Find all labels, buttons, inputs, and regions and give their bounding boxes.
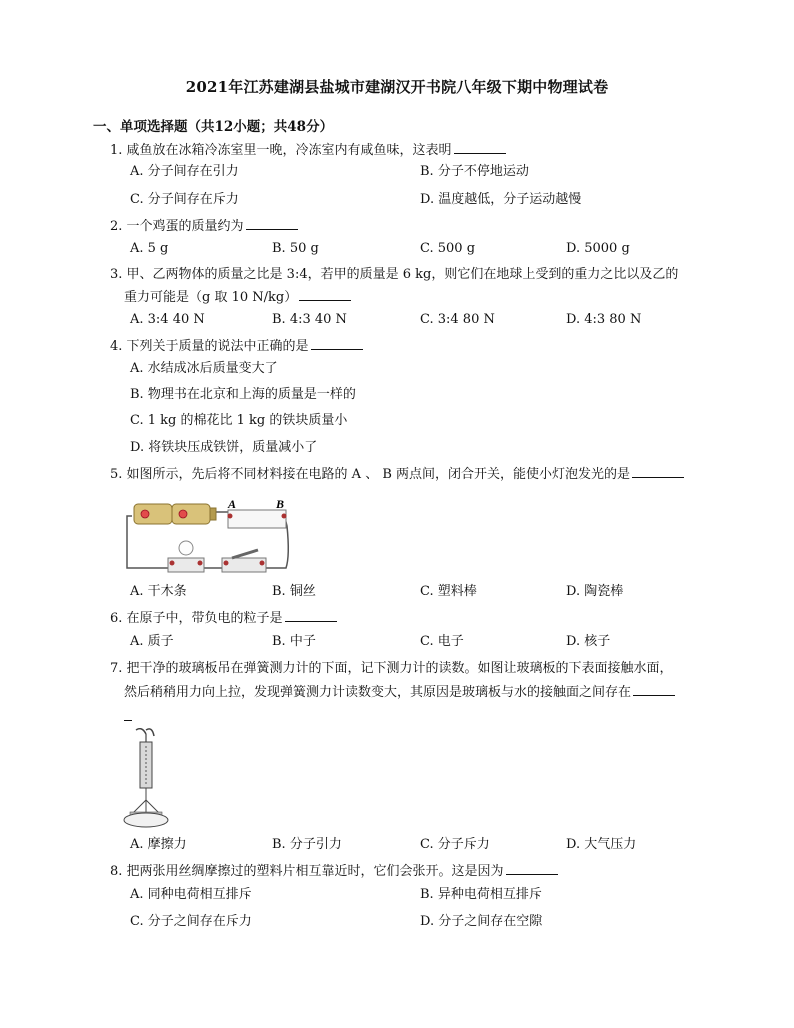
question-text: 5. 如图所示，先后将不同材料接在电路的 A 、 B 两点间，闭合开关，能使小灯泡发光的是: [110, 467, 631, 482]
point-a-terminal: [228, 514, 233, 519]
option-d: D. 4:3 80 N: [566, 312, 642, 327]
option-b: B. 物理书在北京和上海的质量是一样的: [130, 387, 356, 402]
option-a: A. 分子间存在引力: [130, 164, 239, 179]
question-text: 然后稍稍用力向上拉，发现弹簧测力计读数变大，其原因是玻璃板与水的接触面之间存在: [124, 685, 632, 700]
option-a: A. 5 g: [130, 241, 169, 256]
answer-blank: [454, 141, 506, 154]
option-b: B. 分子不停地运动: [420, 164, 529, 179]
answer-blank: [299, 288, 351, 301]
question-3-line1: 3. 甲、乙两物体的质量之比是 3:4，若甲的质量是 6 kg，则它们在地球上受到的重力之比以及乙的: [110, 267, 679, 282]
question-text: 6. 在原子中，带负电的粒子是: [110, 611, 283, 626]
answer-blank: [633, 683, 675, 696]
question-7-line1: 7. 把干净的玻璃板吊在弹簧测力计的下面，记下测力计的读数。如图让玻璃板的下表面接触水面，: [110, 661, 673, 676]
question-text: 重力可能是（g 取 10 N/kg）: [124, 290, 298, 305]
question-text: 2. 一个鸡蛋的质量约为: [110, 219, 244, 234]
option-b: B. 中子: [272, 634, 316, 649]
option-c: C. 分子间存在斥力: [130, 192, 239, 207]
question-2: [110, 216, 298, 238]
test-board: [228, 510, 286, 528]
option-b: B. 铜丝: [272, 584, 316, 599]
switch-lever: [232, 550, 258, 558]
option-c: C. 500 g: [420, 241, 476, 256]
question-text: 1. 咸鱼放在冰箱冷冻室里一晚，冷冻室内有咸鱼味，这表明: [110, 143, 452, 158]
option-d: D. 温度越低，分子运动越慢: [420, 192, 582, 207]
label-a: A: [228, 497, 237, 511]
question-text: 4. 下列关于质量的说法中正确的是: [110, 339, 309, 354]
question-6: [110, 608, 337, 630]
answer-blank: [285, 609, 337, 622]
option-a: A. 干木条: [130, 584, 187, 599]
circuit-figure: [124, 496, 300, 578]
option-d: D. 陶瓷棒: [566, 584, 624, 599]
battery-positive-mark: [179, 510, 187, 518]
question-5: [110, 464, 684, 486]
question-7-line2: [124, 682, 675, 704]
option-b: B. 4:3 40 N: [272, 312, 347, 327]
option-c: C. 分子斥力: [420, 837, 490, 852]
option-d: D. 将铁块压成铁饼，质量减小了: [130, 440, 318, 455]
question-4: [110, 336, 363, 358]
battery-terminal: [210, 508, 216, 520]
spring-balance-figure: [122, 728, 178, 832]
option-a: A. 3:4 40 N: [130, 312, 205, 327]
answer-blank: [506, 862, 558, 875]
spring-balance: [140, 742, 152, 788]
question-3-line2: [124, 287, 351, 309]
answer-blank: [632, 465, 684, 478]
hand-grip: [136, 729, 146, 734]
option-a: A. 同种电荷相互排斥: [130, 887, 252, 902]
option-d: D. 核子: [566, 634, 611, 649]
battery-1: [134, 504, 172, 524]
section-heading: 一、单项选择题（共12小题；共48分）: [93, 119, 334, 135]
answer-blank: [246, 217, 298, 230]
point-b-terminal: [282, 514, 287, 519]
option-b: B. 异种电荷相互排斥: [420, 887, 542, 902]
battery-2: [172, 504, 210, 524]
answer-blank: [311, 337, 363, 350]
option-d: D. 分子之间存在空隙: [420, 914, 543, 929]
question-8: [110, 861, 558, 883]
switch-base: [222, 558, 266, 572]
page-title: 2021年江苏建湖县盐城市建湖汉开书院八年级下期中物理试卷: [185, 78, 609, 96]
option-c: C. 1 kg 的棉花比 1 kg 的铁块质量小: [130, 413, 348, 428]
option-d: D. 大气压力: [566, 837, 637, 852]
question-1: [110, 140, 506, 162]
bulb-terminal: [198, 561, 203, 566]
option-a: A. 质子: [130, 634, 174, 649]
option-b: B. 分子引力: [272, 837, 342, 852]
bulb-terminal: [170, 561, 175, 566]
light-bulb: [179, 541, 193, 555]
option-b: B. 50 g: [272, 241, 319, 256]
option-a: A. 摩擦力: [130, 837, 187, 852]
option-c: C. 分子之间存在斥力: [130, 914, 252, 929]
label-b: B: [276, 497, 285, 511]
option-d: D. 5000 g: [566, 241, 630, 256]
battery-positive-mark: [141, 510, 149, 518]
water-dish: [124, 813, 168, 827]
switch-terminal: [224, 561, 229, 566]
switch-terminal: [260, 561, 265, 566]
answer-blank-continuation: [124, 714, 132, 721]
hand-grip: [146, 729, 154, 736]
option-c: C. 3:4 80 N: [420, 312, 495, 327]
option-c: C. 塑料棒: [420, 584, 477, 599]
option-a: A. 水结成冰后质量变大了: [130, 361, 278, 376]
option-c: C. 电子: [420, 634, 464, 649]
question-text: 8. 把两张用丝绸摩擦过的塑料片相互靠近时，它们会张开。这是因为: [110, 864, 504, 879]
